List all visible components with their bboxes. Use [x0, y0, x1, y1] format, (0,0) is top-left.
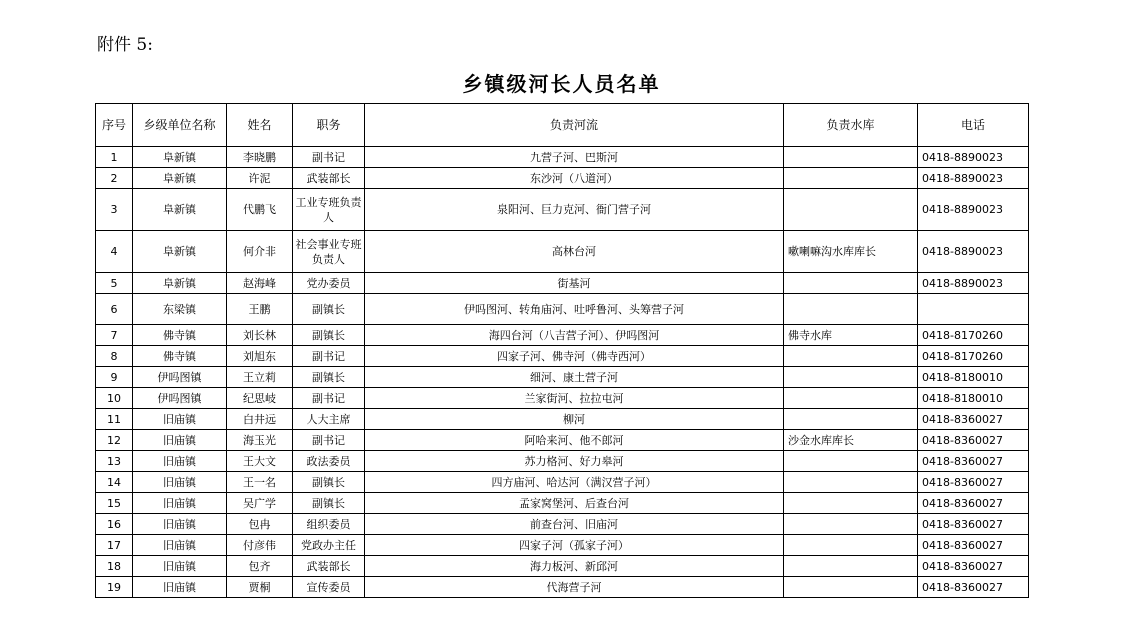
- cell-unit: 阜新镇: [133, 189, 227, 231]
- cell-reservoir: [784, 388, 918, 409]
- cell-index: 16: [96, 514, 133, 535]
- cell-position: 副镇长: [293, 367, 365, 388]
- cell-index: 14: [96, 472, 133, 493]
- table-row: [96, 409, 1029, 430]
- cell-name: 王立莉: [227, 367, 293, 388]
- cell-name: 王大文: [227, 451, 293, 472]
- cell-name: 李晓鹏: [227, 147, 293, 168]
- table-row: [96, 325, 1029, 346]
- cell-rivers: 四家子河、佛寺河（佛寺西河）: [365, 346, 784, 367]
- cell-index: 13: [96, 451, 133, 472]
- cell-position: 工业专班负责人: [293, 189, 365, 231]
- cell-name: 贾桐: [227, 577, 293, 598]
- cell-rivers: 泉阳河、巨力克河、衙门营子河: [365, 189, 784, 231]
- cell-rivers: 阿哈来河、他不郎河: [365, 430, 784, 451]
- cell-unit: 旧庙镇: [133, 493, 227, 514]
- cell-rivers: 孟家窝堡河、后查台河: [365, 493, 784, 514]
- table-row: [96, 346, 1029, 367]
- cell-position: 武装部长: [293, 168, 365, 189]
- cell-name: 代鹏飞: [227, 189, 293, 231]
- cell-reservoir: [784, 346, 918, 367]
- cell-position: 人大主席: [293, 409, 365, 430]
- cell-unit: 旧庙镇: [133, 451, 227, 472]
- cell-phone: 0418-8180010: [918, 367, 1029, 388]
- cell-rivers: 伊吗图河、转角庙河、吐呼鲁河、头筹营子河: [365, 294, 784, 325]
- table-row: [96, 556, 1029, 577]
- cell-phone: 0418-8180010: [918, 388, 1029, 409]
- header-index: 序号: [96, 104, 133, 147]
- cell-rivers: 四家子河（孤家子河）: [365, 535, 784, 556]
- cell-rivers: 海四台河（八吉营子河）、伊吗图河: [365, 325, 784, 346]
- cell-name: 刘旭东: [227, 346, 293, 367]
- cell-name: 吴广学: [227, 493, 293, 514]
- cell-position: 副书记: [293, 430, 365, 451]
- cell-unit: 旧庙镇: [133, 556, 227, 577]
- cell-reservoir: [784, 168, 918, 189]
- cell-rivers: 高林台河: [365, 231, 784, 273]
- table-row: [96, 493, 1029, 514]
- cell-position: 宣传委员: [293, 577, 365, 598]
- cell-reservoir: [784, 189, 918, 231]
- cell-rivers: 代海营子河: [365, 577, 784, 598]
- cell-phone: [918, 294, 1029, 325]
- cell-index: 5: [96, 273, 133, 294]
- attachment-label: 附件 5:: [97, 35, 153, 55]
- cell-unit: 伊吗图镇: [133, 367, 227, 388]
- table-row: [96, 388, 1029, 409]
- cell-unit: 阜新镇: [133, 231, 227, 273]
- cell-rivers: 柳河: [365, 409, 784, 430]
- cell-name: 白井远: [227, 409, 293, 430]
- header-reservoir: 负责水库: [784, 104, 918, 147]
- table-row: [96, 189, 1029, 231]
- cell-position: 副书记: [293, 388, 365, 409]
- cell-phone: 0418-8360027: [918, 493, 1029, 514]
- cell-reservoir: [784, 577, 918, 598]
- table-row: [96, 168, 1029, 189]
- cell-reservoir: [784, 294, 918, 325]
- cell-index: 17: [96, 535, 133, 556]
- cell-phone: 0418-8360027: [918, 472, 1029, 493]
- table-row: [96, 294, 1029, 325]
- cell-index: 7: [96, 325, 133, 346]
- cell-position: 副镇长: [293, 325, 365, 346]
- cell-rivers: 九营子河、巴斯河: [365, 147, 784, 168]
- cell-phone: 0418-8890023: [918, 147, 1029, 168]
- cell-position: 党政办主任: [293, 535, 365, 556]
- cell-rivers: 前查台河、旧庙河: [365, 514, 784, 535]
- cell-index: 19: [96, 577, 133, 598]
- cell-phone: 0418-8890023: [918, 189, 1029, 231]
- cell-name: 刘长林: [227, 325, 293, 346]
- cell-position: 政法委员: [293, 451, 365, 472]
- river-chief-table: [95, 103, 1029, 598]
- cell-phone: 0418-8890023: [918, 273, 1029, 294]
- cell-unit: 佛寺镇: [133, 325, 227, 346]
- cell-rivers: 兰家街河、拉拉屯河: [365, 388, 784, 409]
- cell-reservoir: 佛寺水库: [784, 325, 918, 346]
- table-body: [96, 147, 1029, 598]
- cell-name: 包齐: [227, 556, 293, 577]
- cell-unit: 旧庙镇: [133, 472, 227, 493]
- cell-index: 12: [96, 430, 133, 451]
- cell-reservoir: [784, 367, 918, 388]
- cell-phone: 0418-8360027: [918, 409, 1029, 430]
- cell-phone: 0418-8170260: [918, 325, 1029, 346]
- cell-unit: 阜新镇: [133, 168, 227, 189]
- cell-index: 8: [96, 346, 133, 367]
- cell-name: 海玉光: [227, 430, 293, 451]
- cell-unit: 东梁镇: [133, 294, 227, 325]
- table-row: [96, 273, 1029, 294]
- cell-position: 社会事业专班负责人: [293, 231, 365, 273]
- cell-unit: 旧庙镇: [133, 577, 227, 598]
- cell-phone: 0418-8360027: [918, 556, 1029, 577]
- cell-reservoir: [784, 409, 918, 430]
- cell-index: 6: [96, 294, 133, 325]
- cell-reservoir: [784, 472, 918, 493]
- cell-unit: 伊吗图镇: [133, 388, 227, 409]
- header-position: 职务: [293, 104, 365, 147]
- cell-index: 2: [96, 168, 133, 189]
- cell-reservoir: [784, 514, 918, 535]
- cell-reservoir: [784, 556, 918, 577]
- cell-name: 许泥: [227, 168, 293, 189]
- cell-phone: 0418-8360027: [918, 430, 1029, 451]
- cell-unit: 旧庙镇: [133, 514, 227, 535]
- cell-name: 何介非: [227, 231, 293, 273]
- cell-reservoir: [784, 493, 918, 514]
- cell-unit: 阜新镇: [133, 147, 227, 168]
- table-row: [96, 577, 1029, 598]
- cell-position: 副镇长: [293, 493, 365, 514]
- header-rivers: 负责河流: [365, 104, 784, 147]
- cell-phone: 0418-8170260: [918, 346, 1029, 367]
- cell-unit: 阜新镇: [133, 273, 227, 294]
- cell-index: 15: [96, 493, 133, 514]
- cell-reservoir: 嗽喇嘛沟水库库长: [784, 231, 918, 273]
- cell-index: 9: [96, 367, 133, 388]
- table-header-row: [96, 104, 1029, 147]
- cell-reservoir: [784, 535, 918, 556]
- cell-unit: 旧庙镇: [133, 409, 227, 430]
- cell-rivers: 街基河: [365, 273, 784, 294]
- table-row: [96, 472, 1029, 493]
- cell-phone: 0418-8360027: [918, 535, 1029, 556]
- cell-position: 副书记: [293, 346, 365, 367]
- cell-index: 1: [96, 147, 133, 168]
- cell-reservoir: [784, 451, 918, 472]
- table-row: [96, 367, 1029, 388]
- cell-unit: 旧庙镇: [133, 535, 227, 556]
- cell-position: 武装部长: [293, 556, 365, 577]
- header-unit: 乡级单位名称: [133, 104, 227, 147]
- cell-reservoir: [784, 147, 918, 168]
- cell-position: 党办委员: [293, 273, 365, 294]
- cell-reservoir: 沙金水库库长: [784, 430, 918, 451]
- cell-name: 包冉: [227, 514, 293, 535]
- cell-name: 赵海峰: [227, 273, 293, 294]
- cell-rivers: 海力板河、新邱河: [365, 556, 784, 577]
- cell-phone: 0418-8360027: [918, 514, 1029, 535]
- cell-phone: 0418-8890023: [918, 168, 1029, 189]
- cell-position: 组织委员: [293, 514, 365, 535]
- table-row: [96, 535, 1029, 556]
- cell-rivers: 东沙河（八道河）: [365, 168, 784, 189]
- cell-reservoir: [784, 273, 918, 294]
- cell-index: 10: [96, 388, 133, 409]
- cell-index: 11: [96, 409, 133, 430]
- header-phone: 电话: [918, 104, 1029, 147]
- cell-position: 副镇长: [293, 472, 365, 493]
- cell-position: 副镇长: [293, 294, 365, 325]
- cell-rivers: 细河、康土营子河: [365, 367, 784, 388]
- cell-unit: 佛寺镇: [133, 346, 227, 367]
- cell-name: 纪思岐: [227, 388, 293, 409]
- table-row: [96, 514, 1029, 535]
- cell-name: 王一名: [227, 472, 293, 493]
- cell-name: 王鹏: [227, 294, 293, 325]
- cell-unit: 旧庙镇: [133, 430, 227, 451]
- cell-phone: 0418-8890023: [918, 231, 1029, 273]
- cell-rivers: 苏力格河、好力皋河: [365, 451, 784, 472]
- table-row: [96, 231, 1029, 273]
- header-name: 姓名: [227, 104, 293, 147]
- cell-rivers: 四方庙河、哈达河（满汉营子河）: [365, 472, 784, 493]
- table-row: [96, 430, 1029, 451]
- cell-phone: 0418-8360027: [918, 451, 1029, 472]
- cell-index: 4: [96, 231, 133, 273]
- cell-position: 副书记: [293, 147, 365, 168]
- document-title: 乡镇级河长人员名单: [462, 72, 661, 96]
- table-row: [96, 147, 1029, 168]
- cell-phone: 0418-8360027: [918, 577, 1029, 598]
- cell-name: 付彦伟: [227, 535, 293, 556]
- cell-index: 3: [96, 189, 133, 231]
- table-row: [96, 451, 1029, 472]
- cell-index: 18: [96, 556, 133, 577]
